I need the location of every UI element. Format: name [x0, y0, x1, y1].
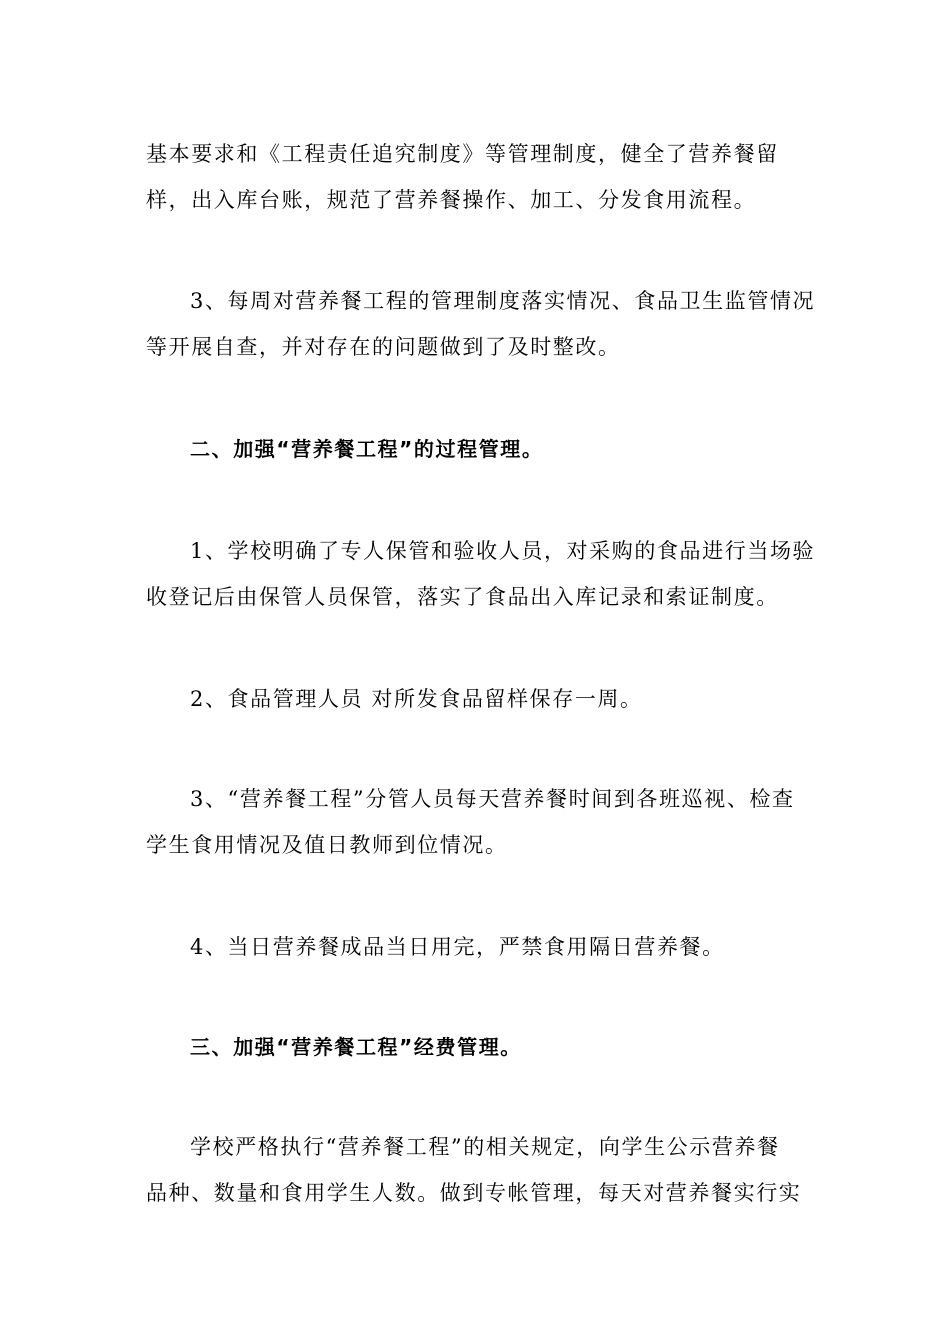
text-line: 学校严格执行“营养餐工程”的相关规定，向学生公示营养餐 — [190, 1135, 780, 1159]
text-line: 二、加强“营养餐工程”的过程管理。 — [190, 437, 544, 461]
paragraph-storage-acceptance — [146, 528, 826, 620]
text-line: 样，出入库台账，规范了营养餐操作、加工、分发食用流程。 — [146, 188, 757, 212]
paragraph-same-day-use — [146, 924, 826, 970]
text-line: 3、每周对营养餐工程的管理制度落实情况、食品卫生监管情况 — [190, 289, 816, 313]
paragraph-public-disclosure — [146, 1124, 826, 1216]
text-line: 品种、数量和食用学生人数。做到专帐管理，每天对营养餐实行实 — [146, 1181, 802, 1205]
section-heading-funding-management — [146, 1024, 826, 1070]
text-line: 3、“营养餐工程”分管人员每天营养餐时间到各班巡视、检查 — [190, 787, 795, 811]
text-line: 收登记后由保管人员保管，落实了食品出入库记录和索证制度。 — [146, 585, 779, 609]
paragraph-weekly-self-check — [146, 278, 826, 370]
text-line: 2、食品管理人员 对所发食品留样保存一周。 — [190, 687, 643, 711]
paragraph-management-system — [146, 131, 826, 223]
paragraph-daily-inspection — [146, 776, 826, 868]
text-line: 4、当日营养餐成品当日用完，严禁食用隔日营养餐。 — [190, 935, 725, 959]
section-heading-process-management — [146, 426, 826, 472]
text-line: 三、加强“营养餐工程”经费管理。 — [190, 1035, 522, 1059]
text-line: 基本要求和《工程责任追究制度》等管理制度，健全了营养餐留 — [146, 142, 779, 166]
paragraph-food-sample — [146, 676, 826, 722]
text-line: 1、学校明确了专人保管和验收人员，对采购的食品进行当场验 — [190, 539, 816, 563]
text-line: 学生食用情况及值日教师到位情况。 — [146, 833, 508, 857]
text-line: 等开展自查，并对存在的问题做到了及时整改。 — [146, 335, 621, 359]
